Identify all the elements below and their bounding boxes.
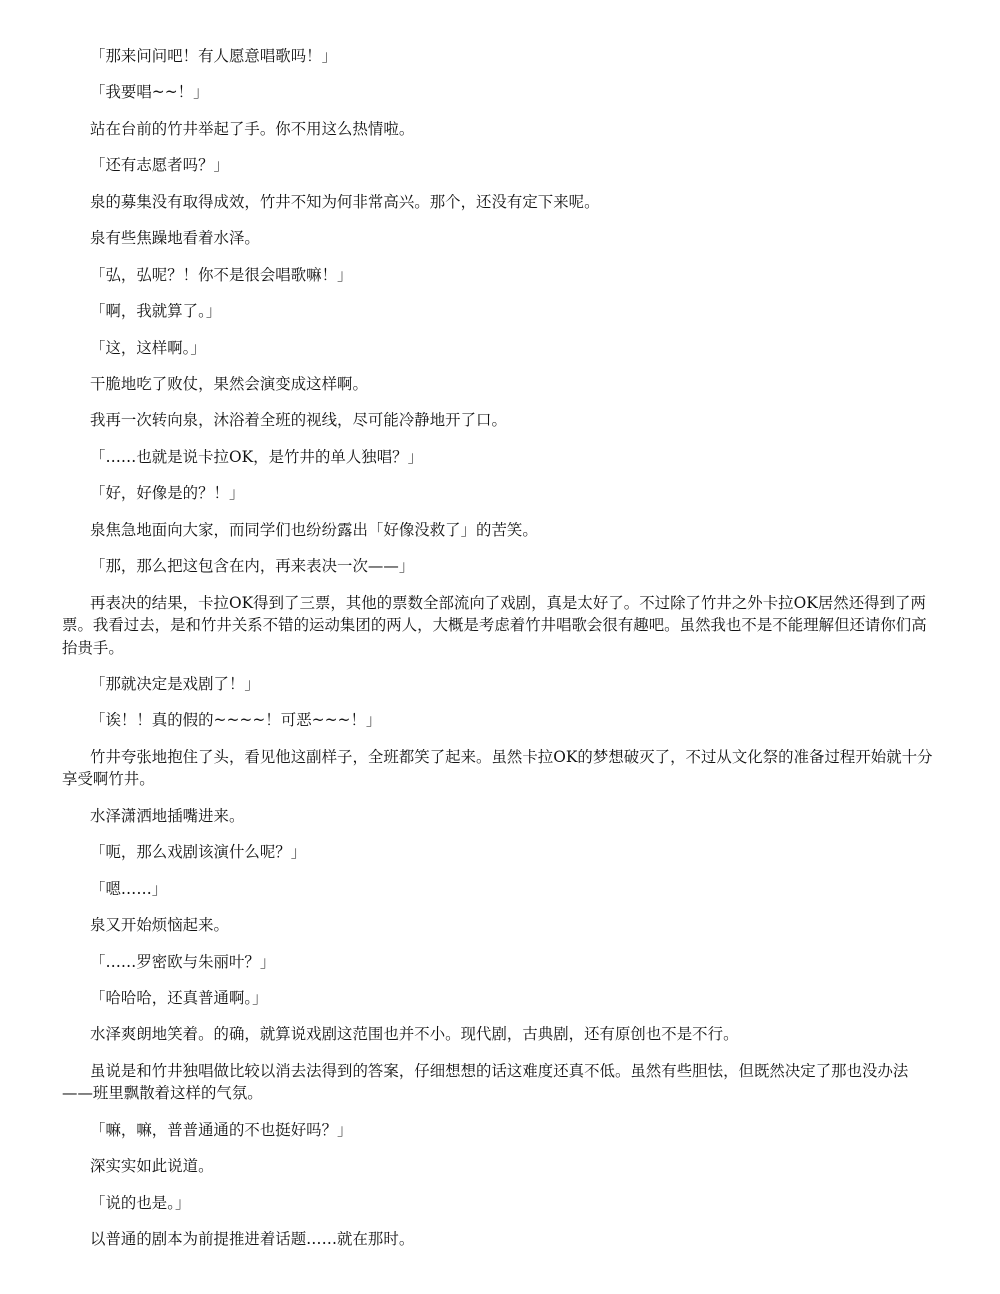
paragraph: 「呃，那么戏剧该演什么呢？」 bbox=[90, 843, 307, 862]
paragraph: 「弘，弘呢？！你不是很会唱歌嘛！」 bbox=[90, 265, 353, 284]
paragraph: 「嘛，嘛，普普通通的不也挺好吗？」 bbox=[90, 1120, 353, 1139]
paragraph: 干脆地吃了败仗，果然会演变成这样啊。 bbox=[90, 374, 368, 393]
paragraph: 竹井夸张地抱住了头，看见他这副样子，全班都笑了起来。虽然卡拉OK的梦想破灭了，不过从文化祭的准备过程开始就十分享受啊竹井。 bbox=[62, 747, 933, 789]
paragraph: 深实实如此说道。 bbox=[90, 1157, 214, 1176]
paragraph: 「……也就是说卡拉OK，是竹井的单人独唱？」 bbox=[90, 447, 424, 466]
paragraph: 「那，那么把这包含在内，再来表决一次——」 bbox=[90, 557, 415, 576]
paragraph: 以普通的剧本为前提推进着话题……就在那时。 bbox=[90, 1230, 415, 1249]
paragraph: 「……罗密欧与朱丽叶？」 bbox=[90, 952, 276, 971]
paragraph: 「还有志愿者吗？」 bbox=[90, 156, 229, 175]
paragraph: 泉有些焦躁地看着水泽。 bbox=[90, 229, 260, 248]
paragraph: 「那就决定是戏剧了！」 bbox=[90, 675, 260, 693]
paragraph: 「那来问问吧！有人愿意唱歌吗！」 bbox=[90, 47, 338, 65]
paragraph: 泉的募集没有取得成效，竹井不知为何非常高兴。那个，还没有定下来呢。 bbox=[90, 192, 600, 211]
novel-text-body bbox=[62, 45, 938, 1265]
paragraph: 「好，好像是的？！」 bbox=[90, 484, 245, 503]
paragraph: 「啊，我就算了。」 bbox=[90, 302, 222, 321]
paragraph: 「哈哈哈，还真普通啊。」 bbox=[90, 989, 268, 1007]
paragraph: 「诶！！真的假的~~~~！可恶~~~！」 bbox=[90, 711, 382, 730]
paragraph: 「这，这样啊。」 bbox=[90, 338, 206, 357]
paragraph: 「嗯……」 bbox=[90, 879, 168, 898]
paragraph: 站在台前的竹井举起了手。你不用这么热情啦。 bbox=[90, 119, 415, 138]
paragraph: 泉焦急地面向大家，而同学们也纷纷露出「好像没救了」的苦笑。 bbox=[90, 520, 538, 539]
paragraph: 水泽潇洒地插嘴进来。 bbox=[90, 806, 245, 825]
paragraph: 水泽爽朗地笑着。的确，就算说戏剧这范围也并不小。现代剧，古典剧，还有原创也不是不行。 bbox=[90, 1025, 739, 1044]
paragraph: 我再一次转向泉，沐浴着全班的视线，尽可能冷静地开了口。 bbox=[90, 411, 507, 430]
paragraph: 「说的也是。」 bbox=[90, 1193, 191, 1212]
paragraph: 虽说是和竹井独唱做比较以消去法得到的答案，仔细想想的话这难度还真不低。虽然有些胆怯，但既然决定了那也没办法——班里飘散着这样的气氛。 bbox=[62, 1061, 909, 1103]
paragraph: 再表决的结果，卡拉OK得到了三票，其他的票数全部流向了戏剧，真是太好了。不过除了竹井之外卡拉OK居然还得到了两票。我看过去，是和竹井关系不错的运动集团的两人，大概是考虑着竹井唱歌会很有趣吧。虽然我也不是不能理解但还请你们高抬贵手。 bbox=[62, 593, 927, 657]
paragraph: 「我要唱~~！」 bbox=[90, 83, 209, 102]
paragraph: 泉又开始烦恼起来。 bbox=[90, 916, 229, 935]
